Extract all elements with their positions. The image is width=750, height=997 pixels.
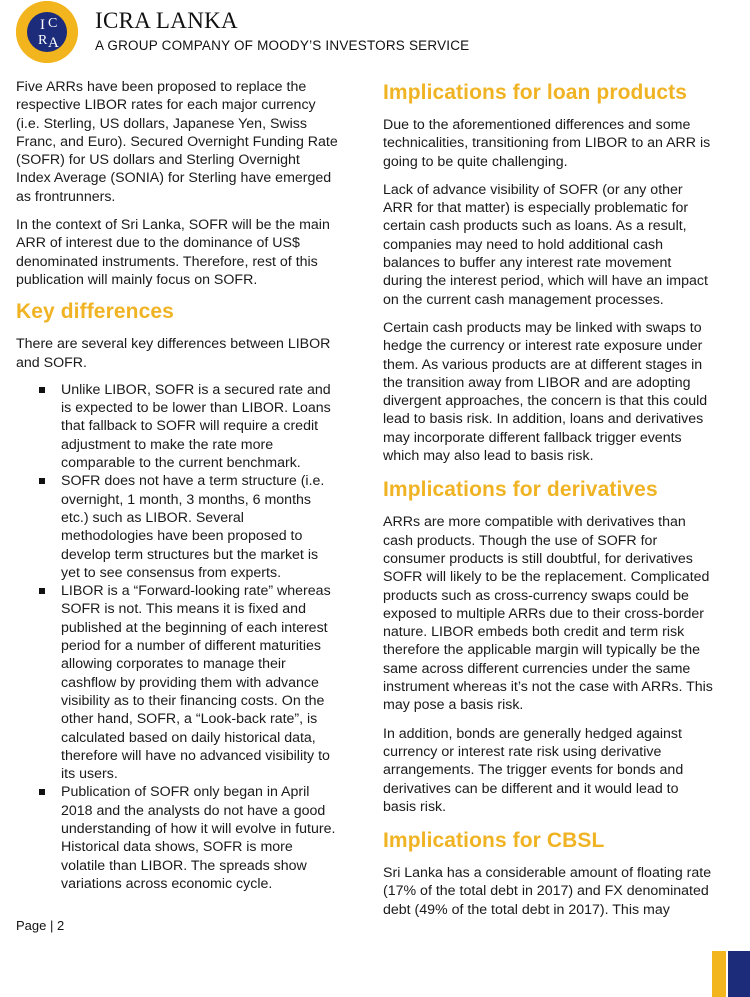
key-differences-heading: Key differences [16,300,174,324]
logo-letter-r: R [38,33,48,48]
page-header [16,0,616,64]
derivatives-paragraph: ARRs are more compatible with derivatives than cash products. Though the use of SOFR for consumer products is still doubtful, for derivatives SOFR will likely to be the replacement. Complicated products such as cross-currency swaps could be exposed to multiple ARRs due to their cross-border nature. LIBOR embeds both credit and term risk therefore the applicable margin will typically be the same across different currencies under the same instrument whereas it’s not the case with ARRs. This may pose a basis risk. [383,514,713,714]
cbsl-paragraph: Sri Lanka has a considerable amount of floating rate (17% of the total debt in 2017) and FX denominated debt (49% of the total debt in 2017). This may [383,865,712,918]
brand-subtitle: A GROUP COMPANY OF MOODY’S INVESTORS SERVICE [95,38,470,53]
intro-paragraph: Five ARRs have been proposed to replace the respective LIBOR rates for each major currency (i.e. Sterling, US dollars, Japanese Yen, Swiss Franc, and Euro). Secured Overnight Funding Rate (SOFR) for US dollars and Sterling Overnight Index Average (SONIA) for Sterling have emerged as frontrunners. [16,79,338,205]
list-item: Publication of SOFR only began in April 2018 and the analysts do not have a good understanding of how it will evolve in future. Historical data shows, SOFR is more volatile than LIBOR. The spreads show variations across economic cycle. [61,783,338,893]
list-item: Unlike LIBOR, SOFR is a secured rate and is expected to be lower than LIBOR. Loans that fallback to SOFR will require a credit adjustment to make the rate more comparable to the current benchmark. [61,381,338,472]
left-column [16,78,338,893]
intro-paragraph: In the context of Sri Lanka, SOFR will be the main ARR of interest due to the dominance of US$ denominated instruments. Therefore, rest of this publication will mainly focus on SOFR. [16,217,330,288]
derivatives-heading: Implications for derivatives [383,478,658,502]
list-item: LIBOR is a “Forward-looking rate” whereas SOFR is not. This means it is fixed and published at the beginning of each interest period for a number of different maturities allowing corporates to manage their cashflow by providing them with advance visibility as to their financing costs. On the other hand, SOFR, a “Look-back rate”, is calculated based on daily historical data, therefore will have no advanced visibility to its users. [61,582,338,783]
corner-accent-gold [712,951,726,997]
logo-letter-c: C [48,16,58,31]
right-column [383,80,713,929]
brand-title: ICRA LANKA [95,8,238,33]
key-differences-intro: There are several key differences between LIBOR and SOFR. [16,336,331,371]
corner-accent-navy [728,951,750,997]
cbsl-heading: Implications for CBSL [383,829,605,853]
list-item: SOFR does not have a term structure (i.e. overnight, 1 month, 3 months, 6 months etc.) such as LIBOR. Several methodologies have been proposed to develop term structures but the market is yet to see consensus from experts. [61,472,338,582]
page-number: Page | 2 [16,918,65,933]
key-differences-list [16,381,338,893]
icra-logo [16,1,78,63]
loan-paragraph: Certain cash products may be linked with swaps to hedge the currency or interest rate exposure under them. As various products are at different stages in the transition away from LIBOR and are adopting divergent approaches, the concern is that this could lead to basis risk. In addition, loans and derivatives may incorporate different fallback trigger events which may also lead to basis risk. [383,319,708,465]
logo-letter-a: A [48,35,59,51]
logo-letter-i: I [40,17,45,33]
loan-products-heading: Implications for loan products [383,81,688,104]
derivatives-paragraph: In addition, bonds are generally hedged against currency or interest rate risk using derivative arrangements. The trigger events for bonds and derivatives can be different and it would lead to basis risk. [383,725,684,815]
loan-paragraph: Due to the aforementioned differences and some technicalities, transitioning from LIBOR to an ARR is going to be quite challenging. [383,117,711,170]
loan-paragraph: Lack of advance visibility of SOFR (or any other ARR for that matter) is especially problematic for certain cash products such as loans. As a result, companies may need to hold additional cash balances to buffer any interest rate movement during the interest period, which will have an impact on the current cash management processes. [383,181,708,308]
